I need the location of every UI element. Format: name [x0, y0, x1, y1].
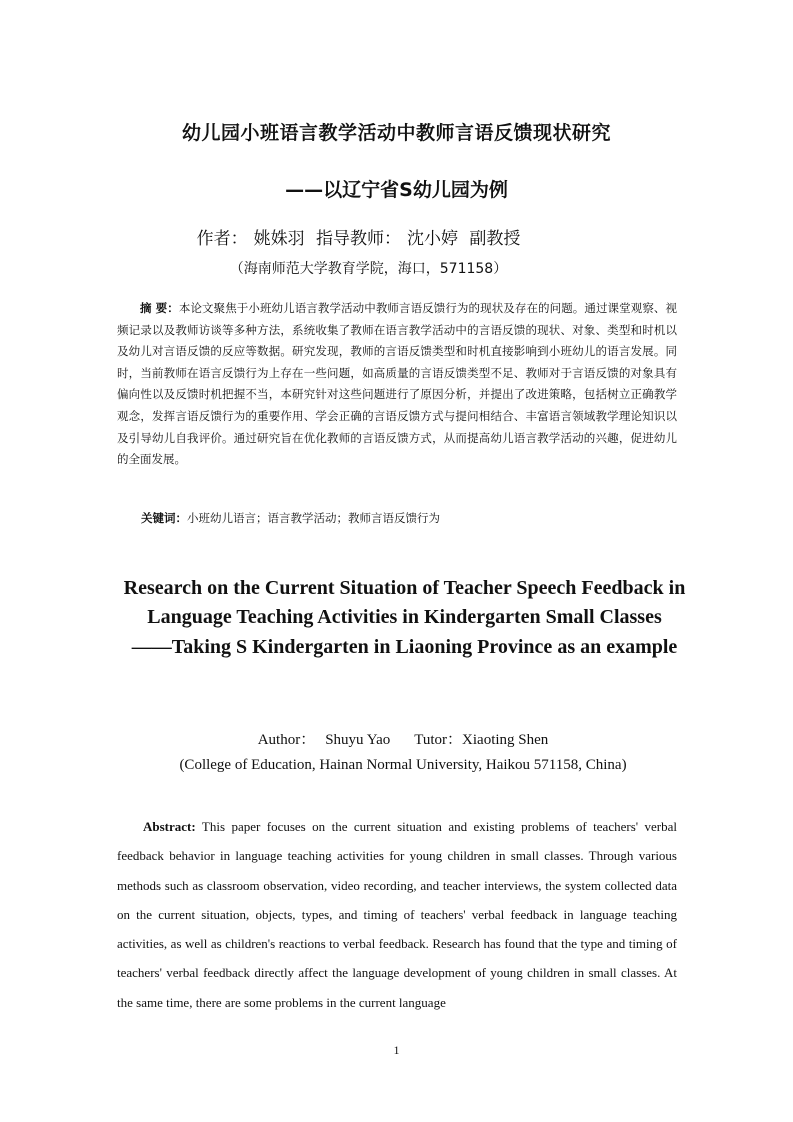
author-label: 作者：	[196, 229, 248, 249]
chinese-abstract	[117, 298, 677, 471]
english-abstract-text: This paper focuses on the current situation and existing problems of teachers' verbal feedback behavior in language teaching activities for young children in small classes. Through various methods such as classroom observation, video recording, and teacher interviews, the system collected data on the current situation, objects, types, and timing of teachers' verbal feedback in language teaching activities, as well as children's reactions to verbal feedback. Research has found that the type and timing of teachers' verbal feedback directly affect the language development of young children in small classes. At the same time, there are some problems in the current language	[117, 819, 677, 1010]
english-subtitle: ——Taking S Kindergarten in Liaoning Province as an example	[131, 635, 678, 658]
chinese-keywords	[141, 510, 681, 526]
english-author-name: Shuyu Yao	[325, 732, 391, 748]
english-author-line	[0, 728, 793, 749]
chinese-abstract-label: 摘 要：	[140, 301, 179, 315]
chinese-subtitle: ——以辽宁省S幼儿园为例	[285, 179, 508, 201]
chinese-keywords-text: 小班幼儿语言；语言教学活动；教师言语反馈行为	[187, 511, 440, 525]
english-affiliation: (College of Education, Hainan Normal University, Haikou 571158, China)	[179, 757, 627, 773]
english-abstract-label: Abstract:	[143, 819, 196, 834]
page-number: 1	[393, 1043, 400, 1057]
tutor-label: 指导教师：	[316, 229, 401, 249]
chinese-author-line	[0, 224, 723, 249]
chinese-keywords-label: 关键词：	[141, 511, 187, 525]
chinese-title: 幼儿园小班语言教学活动中教师言语反馈现状研究	[181, 122, 611, 144]
author-name: 姚姝羽	[253, 229, 305, 249]
english-title: Research on the Current Situation of Teacher Speech Feedback in Language Teaching Activities in Kindergarten Small Classes	[123, 577, 686, 629]
english-tutor-name: Xiaoting Shen	[462, 732, 549, 748]
chinese-affiliation: （海南师范大学教育学院，海口，571158）	[229, 261, 508, 277]
chinese-abstract-text: 本论文聚焦于小班幼儿语言教学活动中教师言语反馈行为的现状及存在的问题。通过课堂观察、视频记录以及教师访谈等多种方法，系统收集了教师在语言教学活动中的言语反馈的现状、对象、类型和时机以及幼儿对言语反馈的反应等数据。研究发现，教师的言语反馈类型和时机直接影响到小班幼儿的语言发展。同时，当前教师在语言反馈行为上存在一些问题，如高质量的言语反馈类型不足、教师对于言语反馈的对象具有偏向性以及反馈时机把握不当，本研究针对这些问题进行了原因分析，并提出了改进策略，包括树立正确教学观念，发挥言语反馈行为的重要作用、学会正确的言语反馈方式与提问相结合、丰富语言领域教学理论知识以及引导幼儿自我评价。通过研究旨在优化教师的言语反馈方式，从而提高幼儿语言教学活动的兴趣，促进幼儿的全面发展。	[117, 301, 677, 467]
english-tutor-label: Tutor：	[414, 732, 463, 748]
tutor-title: 副教授	[469, 229, 521, 249]
english-title-block	[117, 574, 692, 662]
tutor-name: 沈小婷	[407, 229, 458, 249]
english-author-label: Author：	[257, 732, 316, 748]
english-abstract	[117, 812, 677, 1017]
